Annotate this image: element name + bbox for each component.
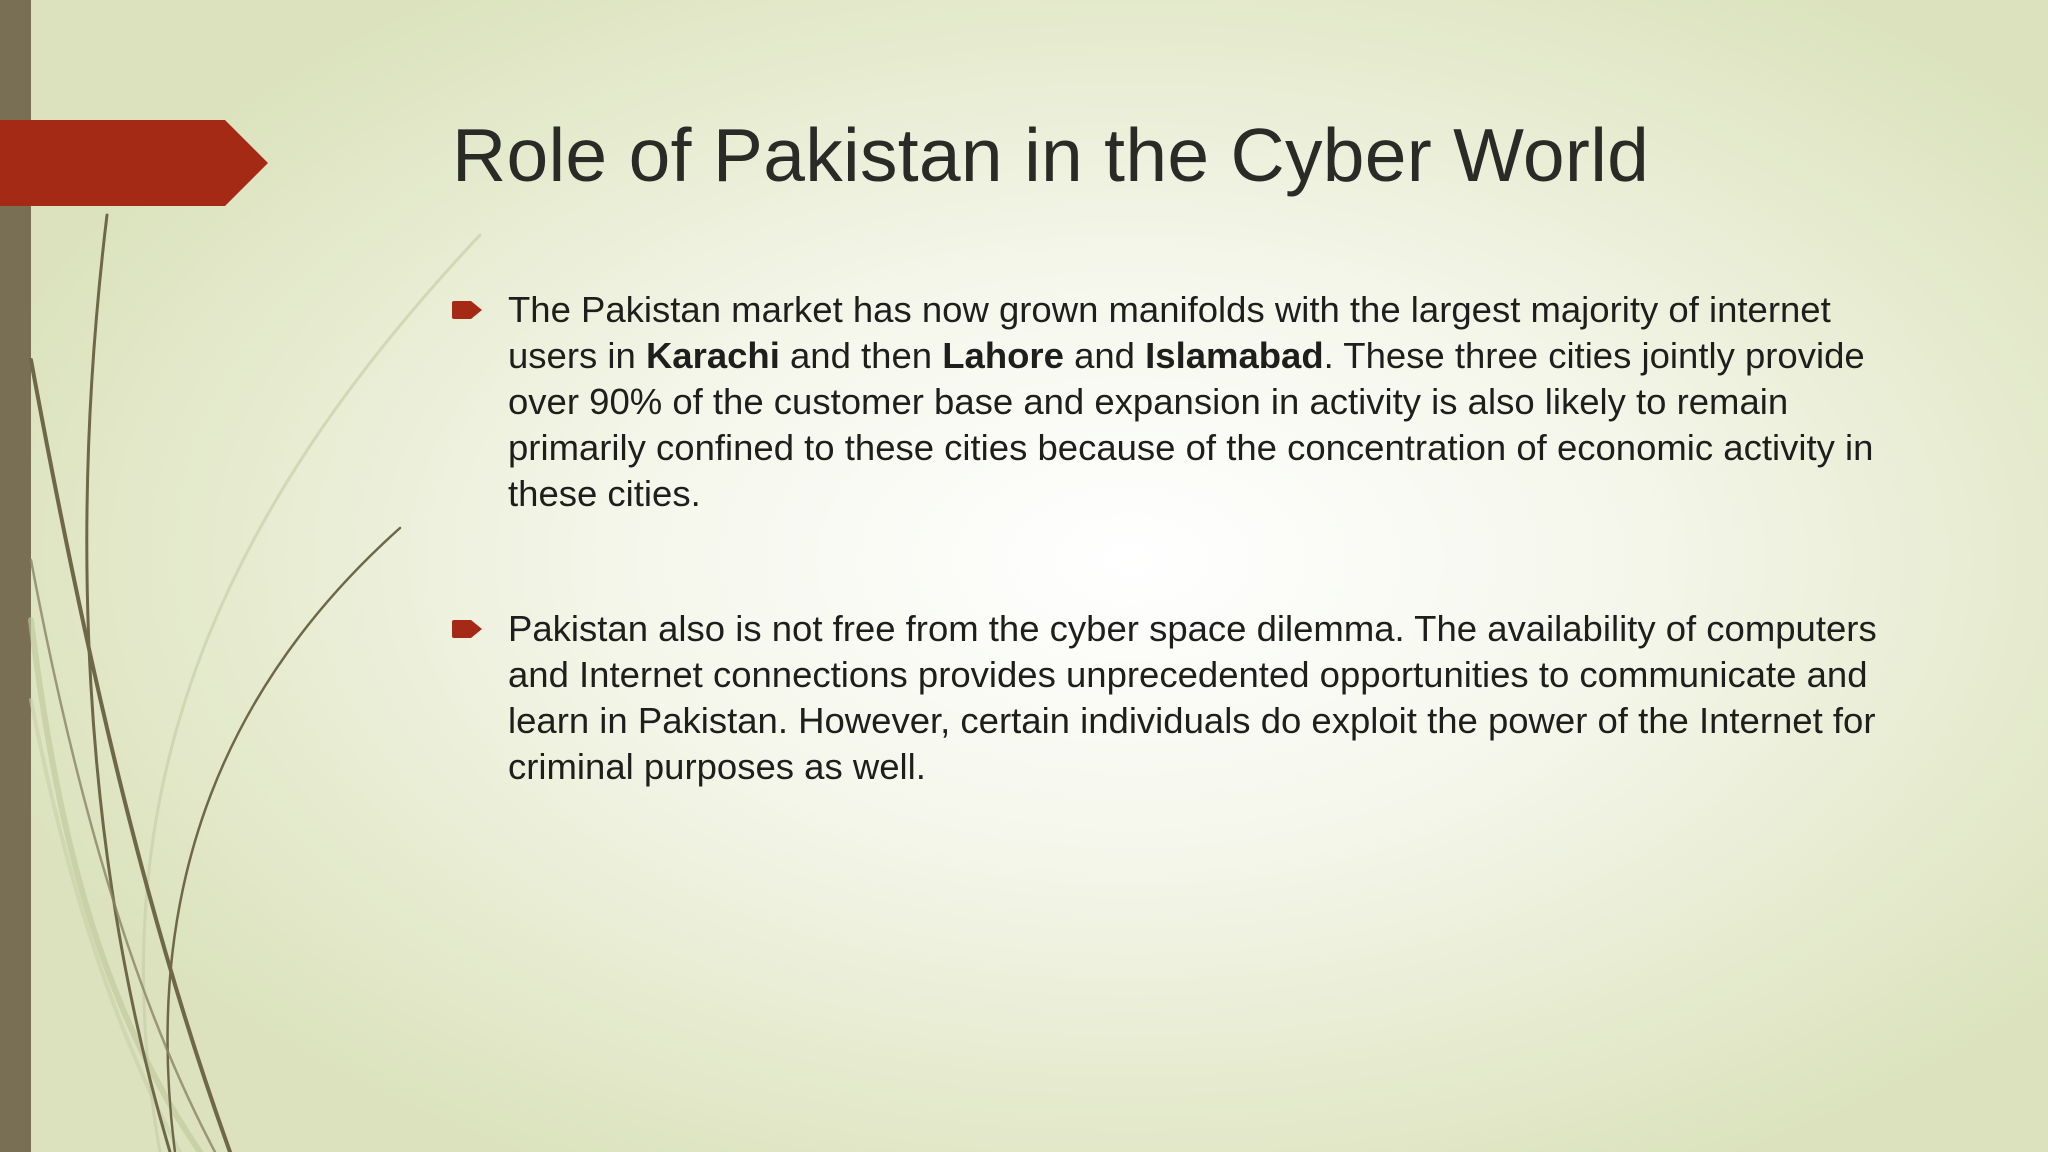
bullet-text-cyber-dilemma: Pakistan also is not free from the cyber space dilemma. The availability of computers and Internet connections provides unprecedented opportunities to communicate and learn in Pakistan. However, certain individuals do exploit the power of the Internet for criminal purposes as well. bbox=[508, 608, 1877, 787]
bullet-text-cities bbox=[508, 287, 1922, 517]
bullet-text-segment: The Pakistan market has now grown manifolds with the largest majority of internet users in bbox=[508, 289, 1831, 376]
city-islamabad: Islamabad bbox=[1145, 335, 1324, 376]
bullet-item bbox=[452, 606, 1922, 790]
arrow-bullet-icon bbox=[452, 620, 482, 638]
city-karachi: Karachi bbox=[645, 335, 780, 376]
title-arrow-tab bbox=[0, 120, 268, 206]
city-lahore: Lahore bbox=[942, 335, 1064, 376]
bullet-text-segment: . These three cities jointly provide over 90% of the customer base and expansion in activity is also likely to remain primarily confined to these cities because of the concentration of economic activity in these cities. bbox=[508, 335, 1874, 514]
bullet-item bbox=[452, 287, 1922, 517]
bullet-text-segment: and bbox=[1063, 335, 1146, 376]
slide-title: Role of Pakistan in the Cyber World bbox=[452, 113, 1650, 197]
bullet-text-segment: and then bbox=[779, 335, 943, 376]
arrow-bullet-icon bbox=[452, 301, 482, 319]
